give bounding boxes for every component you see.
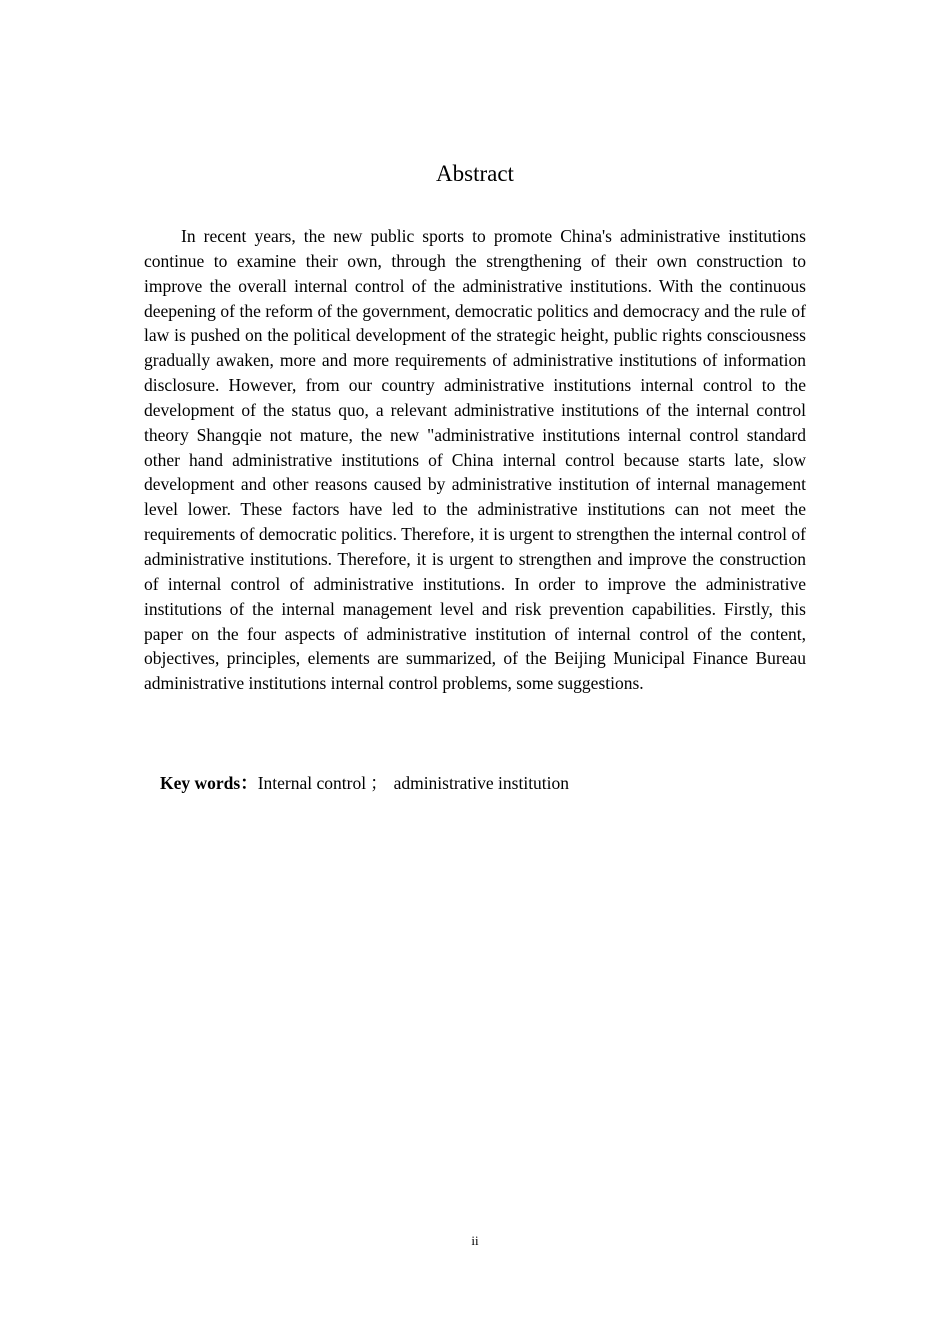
abstract-title: Abstract xyxy=(436,161,514,186)
keywords-line xyxy=(160,771,806,796)
page-number: ii xyxy=(471,1233,479,1248)
keywords-label: Key words： xyxy=(160,773,258,793)
abstract-paragraph: In recent years, the new public sports to promote China's administrative institutions continue to examine their own, through the strengthening of their own construction to improve the overall internal control of the administrative institutions. With the continuous deepening of the reform of the government, democratic politics and democracy and the rule of law is pushed on the political development of the strategic height, public rights consciousness gradually awaken, more and more requirements of administrative institutions of information disclosure. However, from our country administrative institutions internal control to the development of the status quo, a relevant administrative institutions of the internal control theory Shangqie not mature, the new "administrative institutions internal control standard other hand administrative institutions of China internal control because starts late, slow development and other reasons caused by administrative institution of internal management level lower. These factors have led to the administrative institutions can not meet the requirements of democratic politics. Therefore, it is urgent to strengthen the internal control of administrative institutions. Therefore, it is urgent to strengthen and improve the construction of internal control of administrative institutions. In order to improve the administrative institutions of the internal management level and risk prevention capabilities. Firstly, this paper on the four aspects of administrative institution of internal control of the content, objectives, principles, elements are summarized, of the Beijing Municipal Finance Bureau administrative institutions internal control problems, some suggestions. xyxy=(144,226,806,694)
keyword-item: administrative institution xyxy=(393,773,570,793)
keyword-item: Internal control xyxy=(257,773,367,793)
keyword-separator: ； xyxy=(370,773,388,793)
